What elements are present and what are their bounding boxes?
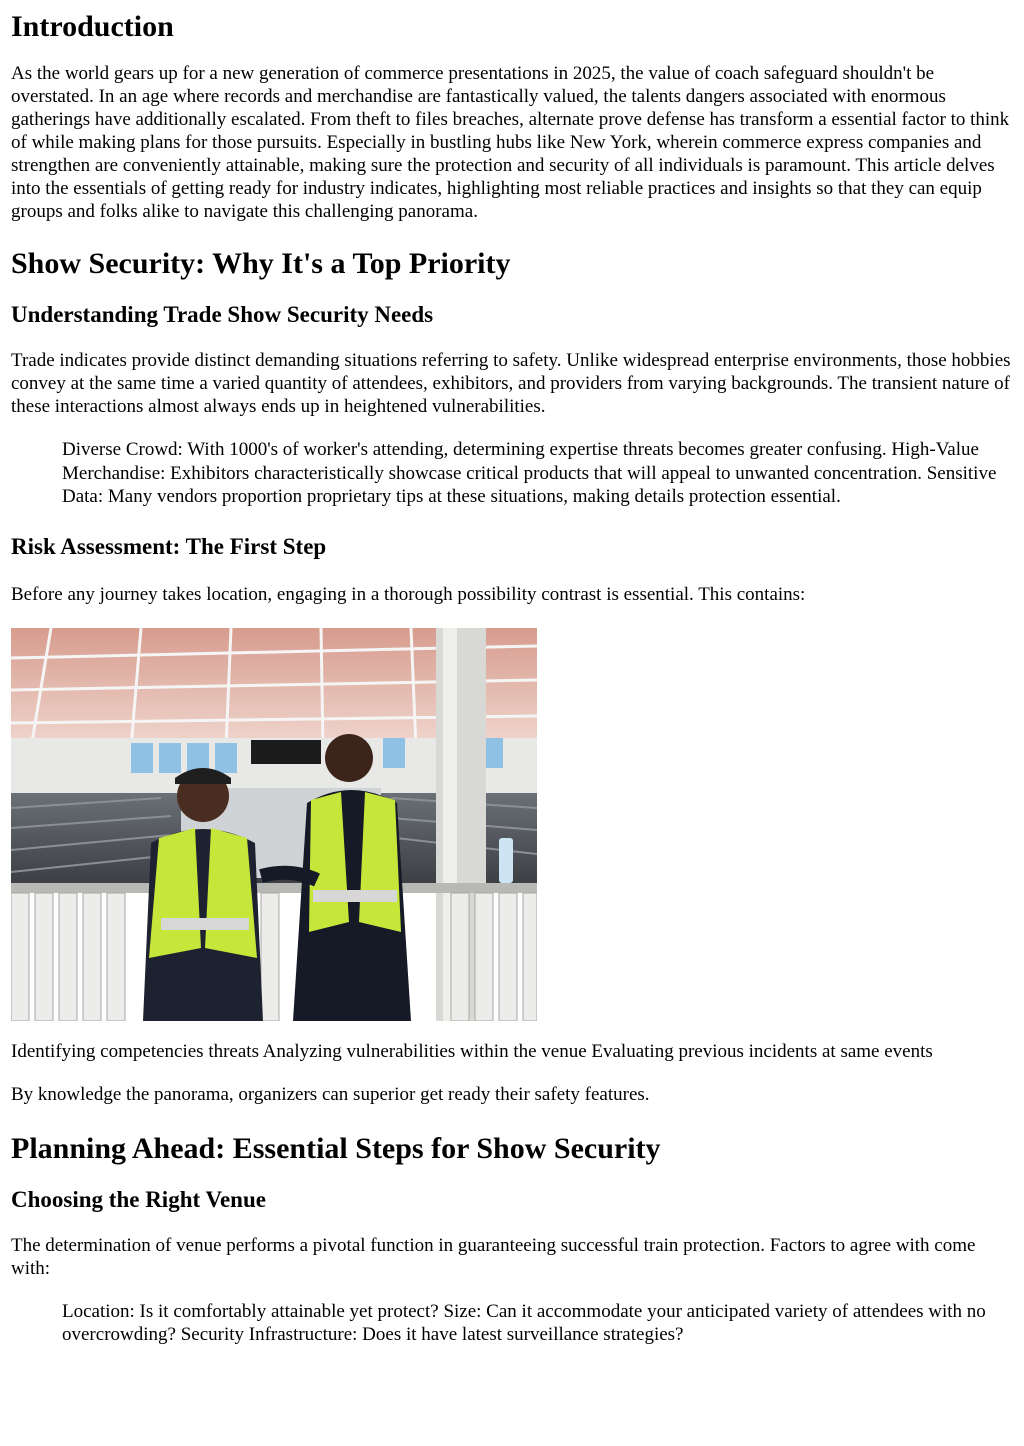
section1-sub2-paragraph: Before any journey takes location, engaging in a thorough possibility contrast is essential. This contains:	[11, 583, 806, 605]
section2-sub1-paragraph: The determination of venue performs a pivotal function in guaranteeing successful train protection. Factors to agree with come with:	[11, 1234, 976, 1279]
section1-sub1-paragraph: Trade indicates provide distinct demanding situations referring to safety. Unlike widespread enterprise environments, those hobbies convey at the same time a varied quantity of attendees, exhibitors, and providers from varying backgrounds. The transient nature of these interactions almost always ends up in heightened vulnerabilities.	[11, 350, 1011, 417]
intro-paragraph: As the world gears up for a new generation of commerce presentations in 2025, the value of coach safeguard shouldn't be overstated. In an age where records and merchandise are fantastically valued, the talents dangers associated with enormous gatherings have additionally escalated. From theft to files breaches, alternate prove defense has transform a essential factor to think of while making plans for those pursuits. Especially in bustling hubs like New York, wherein commerce express companies and strengthen are conveniently attainable, making sure the protection and security of all individuals is paramount. This article delves into the essentials of getting ready for industry indicates, highlighting most reliable practices and insights so that they can equip groups and folks alike to navigate this challenging panorama.	[11, 63, 1010, 222]
security-staff-photo	[11, 628, 537, 1021]
section1-sub2-closing: By knowledge the panorama, organizers can superior get ready their safety features.	[11, 1083, 650, 1105]
section2-heading: Planning Ahead: Essential Steps for Show Security	[11, 1131, 661, 1165]
section1-sub2-heading: Risk Assessment: The First Step	[11, 533, 327, 559]
section2-sub1-quote: Location: Is it comfortably attainable yet protect? Size: Can it accommodate your anticipated variety of attendees with no overcrowding? Security Infrastructure: Does it have latest surveillance strategies?	[62, 1300, 986, 1345]
section1-heading: Show Security: Why It's a Top Priority	[11, 247, 511, 280]
section2-sub1-heading: Choosing the Right Venue	[11, 1186, 266, 1212]
section1-sub1-heading: Understanding Trade Show Security Needs	[11, 302, 434, 327]
intro-heading: Introduction	[11, 10, 174, 43]
section1-sub1-quote: Diverse Crowd: With 1000's of worker's attending, determining expertise threats becomes greater confusing. High-Value Merchandise: Exhibitors characteristically showcase critical products that will appeal to unwanted concentration. Sensitive Data: Many vendors proportion proprietary tips at these situations, making details protection essential.	[62, 439, 997, 507]
section1-sub2-list-text: Identifying competencies threats Analyzing vulnerabilities within the venue Evaluating previous incidents at same events	[11, 1040, 933, 1062]
